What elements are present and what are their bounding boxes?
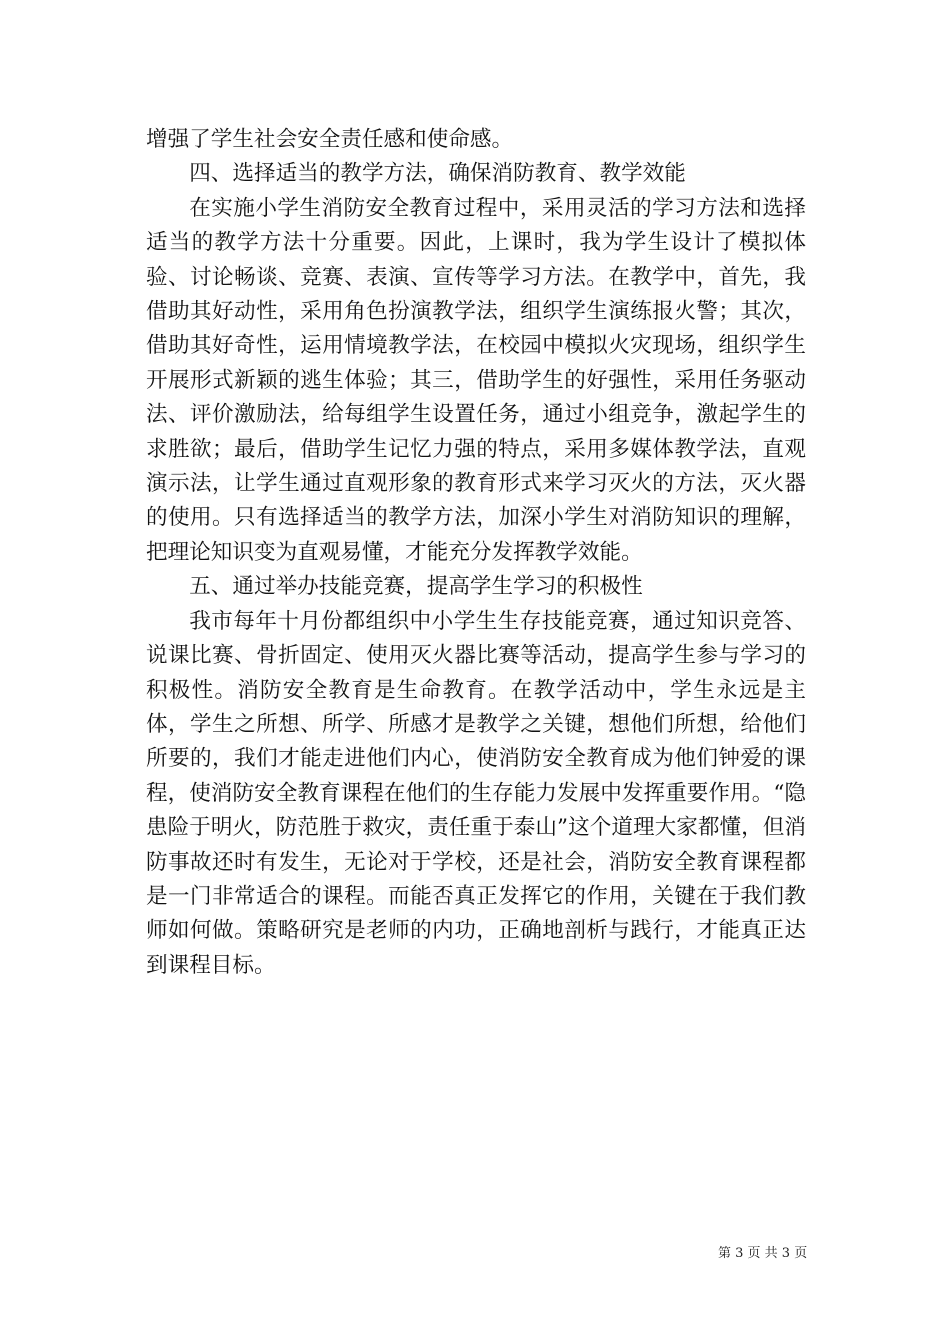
paragraph-teaching-methods: 在实施小学生消防安全教育过程中，采用灵活的学习方法和选择适当的教学方法十分重要。因此，上课时，我为学生设计了模拟体验、讨论畅谈、竞赛、表演、宣传等学习方法。在教学中，首先，我借助其好动性，采用角色扮演教学法，组织学生演练报火警；其次，借助其好奇性，运用情境教学法，在校园中模拟火灾现场，组织学生开展形式新颖的逃生体验；其三，借助学生的好强性，采用任务驱动法、评价激励法，给每组学生设置任务，通过小组竞争，激起学生的求胜欲；最后，借助学生记忆力强的特点，采用多媒体教学法，直观演示法，让学生通过直观形象的教育形式来学习灭火的方法，灭火器的使用。只有选择适当的教学方法，加深小学生对消防知识的理解，把理论知识变为直观易懂，才能充分发挥教学效能。 [146,195,806,565]
section-heading-four: 四、选择适当的教学方法，确保消防教育、教学效能 [189,161,686,187]
document-body [146,123,806,983]
paragraph-skill-competition: 我市每年十月份都组织中小学生生存技能竞赛，通过知识竞答、说课比赛、骨折固定、使用灭火器比赛等活动，提高学生参与学习的积极性。消防安全教育是生命教育。在教学活动中，学生永远是主体，学生之所想、所学、所感才是教学之关键，想他们所想，给他们所要的，我们才能走进他们内心，使消防安全教育成为他们钟爱的课程，使消防安全教育课程在他们的生存能力发展中发挥重要作用。“隐患险于明火，防范胜于救灾，责任重于泰山”这个道理大家都懂，但消防事故还时有发生，无论对于学校，还是社会，消防安全教育课程都是一门非常适合的课程。而能否真正发挥它的作用，关键在于我们教师如何做。策略研究是老师的内功，正确地剖析与践行，才能真正达到课程目标。 [146,608,806,978]
paragraph-continuation: 增强了学生社会安全责任感和使命感。 [146,127,514,152]
section-heading-five: 五、通过举办技能竞赛，提高学生学习的积极性 [189,574,643,600]
page-number-footer: 第 3 页 共 3 页 [718,1246,808,1261]
